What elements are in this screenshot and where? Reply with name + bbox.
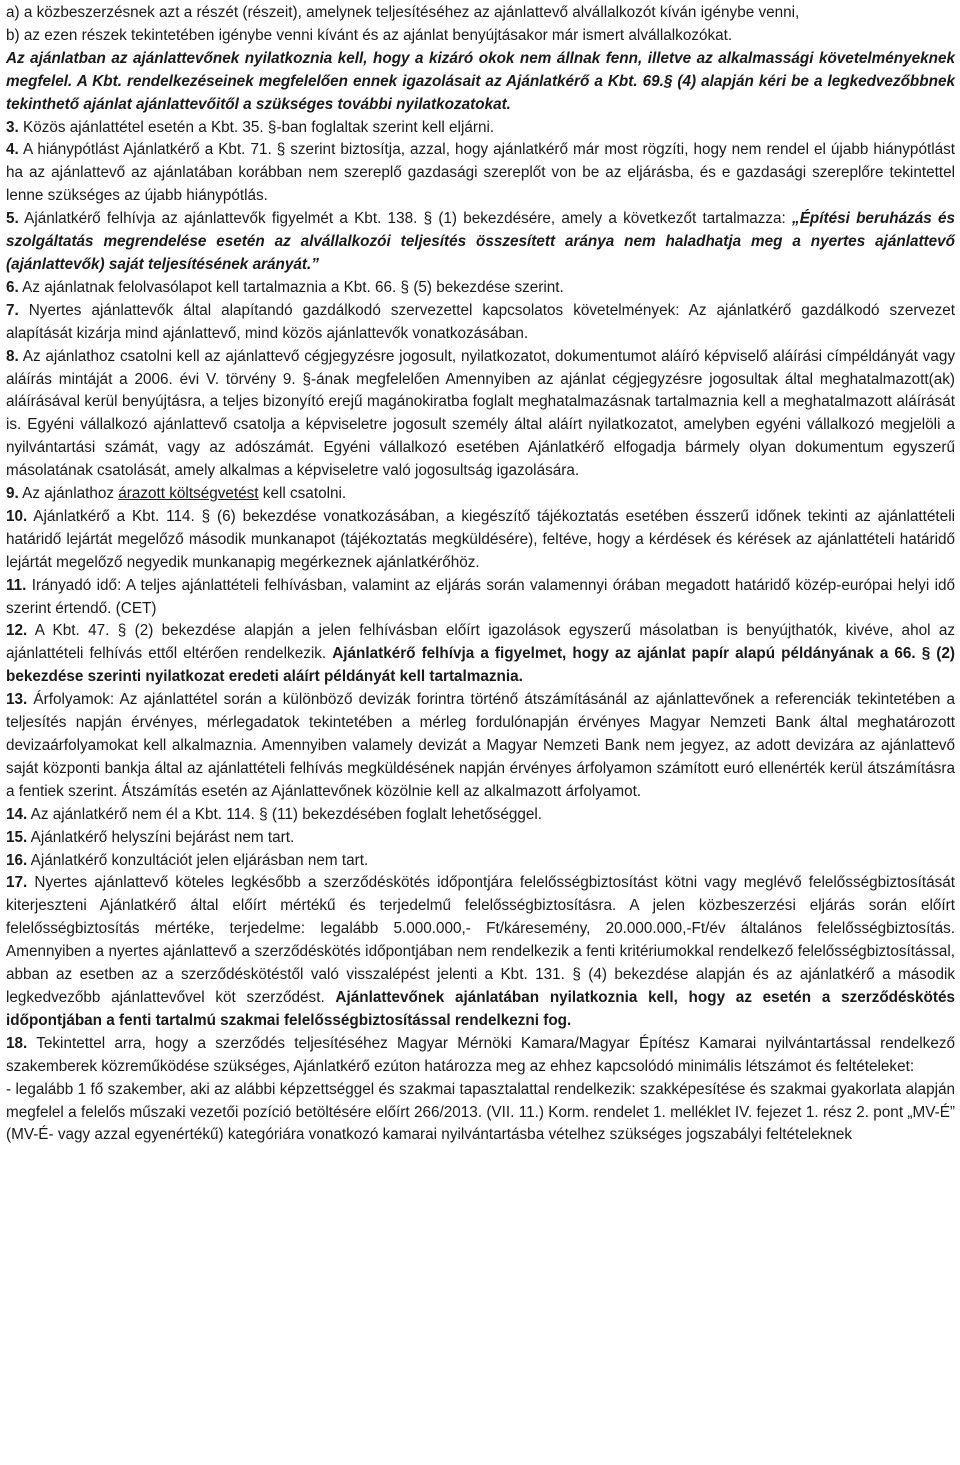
section-text: Ajánlatkérő felhívja az ajánlattevők figyelmét a Kbt. 138. § (1) bekezdésére, amely a következőt tartalmazza: <box>18 210 793 228</box>
section-16 <box>6 850 955 873</box>
section-text: A Kbt. 47. § (2) bekezdése alapján a jelen felhívásban előírt igazolások egyszerű másolatban is benyújthatók, kivéve, ahol az ajánlattételi felhívás ettől eltérően rendelkezik. <box>6 622 955 663</box>
section-13 <box>6 689 955 804</box>
section-number: 15. <box>6 828 28 846</box>
section-number: 13. <box>6 691 28 709</box>
section-number: 8. <box>6 347 19 365</box>
section-14 <box>6 804 955 827</box>
section-text: Irányadó idő: A teljes ajánlattételi felhívásban, valamint az eljárás során valamennyi órában megadott határidő közép-európai helyi idő szerint értendő. (CET) <box>6 576 955 617</box>
section-12-bold: Ajánlatkérő felhívja a figyelmet, hogy az ajánlat papír alapú példányának a 66. § (2) bekezdése szerinti nyilatkozat eredeti aláírt példányát kell tartalmaznia. <box>6 645 955 686</box>
section-18 <box>6 1033 955 1079</box>
section-5 <box>6 208 955 277</box>
section-number: 6. <box>6 278 19 296</box>
section-number: 18. <box>6 1034 28 1052</box>
section-text: Ajánlatkérő a Kbt. 114. § (6) bekezdése vonatkozásában, a kiegészítő tájékoztatás esetében ésszerű időnek tekinti az ajánlattételi határidő lejártát megelőző második munkanapot (tájékoztatás megküldésére), feltéve, hogy a kérdések és kérések az ajánlattételi határidő lejártát megelőző negyedik munkanapig megérkeznek ajánlatkérőhöz. <box>6 507 955 571</box>
section-number: 17. <box>6 874 28 892</box>
section-number: 9. <box>6 485 19 503</box>
section-15 <box>6 827 955 850</box>
section-text: Az ajánlathoz csatolni kell az ajánlattevő cégjegyzésre jogosult, nyilatkozatot, dokumentumot aláíró képviselő aláírási címpéldányát vagy aláírás mintáját a 2006. évi V. törvény 9. §-ának megfelelően Amennyiben az ajánlat cégjegyzésre jogosultak által meghatalmazott(ak) aláírásával kerül benyújtásra, a teljes bizonyító erejű magánokiratba foglalt meghatalmazásnak tartalmaznia kell a meghatalmazott aláírását is. Egyéni vállalkozó ajánlattevő csatolja a képviseletre jogosult személy által aláírt nyilatkozatot, amelyben egyéni vállalkozó megjelöli a nyilvántartási számát, vagy az adószámát. Egyéni vállalkozó esetében Ajánlatkérő elfogadja bármely olyan dokumentum egyszerű másolatának csatolását, amely alkalmas a képviseletre való jogosultság igazolására. <box>6 347 955 480</box>
section-4 <box>6 139 955 208</box>
declaration-bold-italic: rendelkezéseinek megfelelően ennek igazolásait az Ajánlatkérő a Kbt. 69.§ (4) alapján kéri be a legkedvezőbbnek tekinthető ajánlat ajánlattevőitől a szükséges további nyilatkozatokat. <box>6 72 955 113</box>
section-number: 14. <box>6 805 28 823</box>
section-number: 4. <box>6 141 19 159</box>
section-number: 10. <box>6 507 28 525</box>
section-number: 3. <box>6 118 19 136</box>
section-text: Az ajánlathoz <box>18 485 119 503</box>
section-11 <box>6 575 955 621</box>
section-9-underlined: árazott költségvetést <box>118 485 259 503</box>
section-7 <box>6 300 955 346</box>
section-9 <box>6 483 955 506</box>
requirement-bullet: - legalább 1 fő szakember, aki az alábbi képzettséggel és szakmai tapasztalattal rendelkezik: szakképesítése és szakmai gyakorlata alapján megfelel a felelős műszaki vezetői pozíció betöltésére előírt 266/2013. (VII. 11.) Korm. rendelet 1. melléklet IV. fejezet 1. rész 2. pont „MV-É” (MV-É- vagy azzal egyenértékű) kategóriára vonatkozó kamarai nyilvántartásba vételhez szükséges jogszabályi feltételeknek <box>6 1080 955 1144</box>
section-text: A hiánypótlást Ajánlatkérő a Kbt. 71. § szerint biztosítja, azzal, hogy ajánlatkérő már most rögzíti, hogy nem rendel el újabb hiánypótlást ha az ajánlattevő az ajánlatában korábban nem szereplő gazdasági szereplőt von be az eljárásba, és e gazdasági szereplőre tekintettel lenne szükséges az újabb hiánypótlás. <box>6 141 955 205</box>
section-number: 16. <box>6 851 28 869</box>
section-number: 12. <box>6 622 28 640</box>
declaration-paragraph <box>6 48 955 117</box>
section-text: Az ajánlatkérő nem él a Kbt. 114. § (11) bekezdésében foglalt lehetőséggel. <box>27 805 543 823</box>
section-text: Az ajánlatnak felolvasólapot kell tartalmaznia a Kbt. 66. § (5) bekezdése szerint. <box>18 278 564 296</box>
section-text: Nyertes ajánlattevők által alapítandó gazdálkodó szervezettel kapcsolatos követelmények: Az ajánlatkérő gazdálkodó szervezet alapítását kizárja mind ajánlattevő, mind közös ajánlattevők vonatkozásában. <box>6 301 955 342</box>
section-text-tail: kell csatolni. <box>258 485 347 503</box>
section-number: 7. <box>6 301 19 319</box>
section-5-quote: „Építési beruházás és szolgáltatás megrendelése esetén az alvállalkozói teljesítés összesített aránya nem haladhatja meg a nyertes ajánlattevő (ajánlattevők) saját teljesítésének arányát.” <box>6 210 956 273</box>
declaration-italic: Az ajánlatban az ajánlattevőnek nyilatkoznia kell, hogy a kizáró okok nem állnak fenn, illetve az alkalmassági követelményeknek megfelel. A Kbt. <box>6 49 955 90</box>
section-number: 5. <box>6 210 19 228</box>
section-3 <box>6 117 955 140</box>
item-a: a) a közbeszerzésnek azt a részét (részeit), amelynek teljesítéséhez az ajánlattevő alvállalkozót kíván igénybe venni, <box>6 4 800 21</box>
section-text: Ajánlatkérő helyszíni bejárást nem tart. <box>27 828 295 846</box>
item-b: b) az ezen részek tekintetében igénybe venni kívánt és az ajánlat benyújtásakor már ismert alvállalkozókat. <box>6 26 733 44</box>
section-6 <box>6 277 955 300</box>
section-text: Közös ajánlattétel esetén a Kbt. 35. §-ban foglaltak szerint kell eljárni. <box>18 118 495 136</box>
section-10 <box>6 506 955 575</box>
section-number: 11. <box>6 576 27 594</box>
section-17 <box>6 872 955 1032</box>
section-text: Ajánlatkérő konzultációt jelen eljárásban nem tart. <box>27 851 369 869</box>
section-text: Tekintettel arra, hogy a szerződés teljesítéséhez Magyar Mérnöki Kamara/Magyar Építész Kamarai nyilvántartással rendelkező szakemberek közreműködése szükséges, Ajánlatkérő ezúton határozza meg az ehhez kapcsolódó minimális létszámot és feltételeket: <box>6 1034 955 1075</box>
section-text: Árfolyamok: Az ajánlattétel során a különböző devizák forintra történő átszámításánál az ajánlattevőnek a referenciák tekintetében a teljesítés napján érvényes, mérlegadatok tekintetében a mérleg fordulónapján érvényes Magyar Nemzeti Bank által meghatározott devizaárfolyamokat kell alkalmaznia. Amennyiben valamely devizát a Magyar Nemzeti Bank nem jegyez, az adott devizára az ajánlattevő saját központi bankja által az ajánlattételi felhívás megküldésének napján érvényes árfolyamon számított euró ellenérték kerül átszámításra a fentiek szerint. Átszámítás esetén az Ajánlattevőnek közölnie kell az alkalmazott árfolyamot. <box>6 691 955 800</box>
section-8 <box>6 346 955 483</box>
section-17-bold: Ajánlattevőnek ajánlatában nyilatkoznia kell, hogy az esetén a szerződéskötés időpontjában a fenti tartalmú szakmai felelősségbiztosítással rendelkezni fog. <box>6 988 955 1029</box>
section-12 <box>6 620 955 689</box>
section-text: Nyertes ajánlattevő köteles legkésőbb a szerződéskötés időpontjára felelősségbiztosítást kötni vagy meglévő felelősségbiztosítását kiterjeszteni Ajánlatkérő által előírt mértékű és terjedelmű felelősségbiztosításra. A jelen közbeszerzési eljárás során előírt felelősségbiztosítás mértéke, terjedelme: legalább 5.000.000,- Ft/káresemény, 20.000.000,-Ft/év általános felelősségbiztosítás. Amennyiben a nyertes ajánlattevő a szerződéskötés időpontjában nem rendelkezik a fenti kritériumokkal rendelkező felelősségbiztosítással, abban az esetben az a szerződéskötéstől való visszalépést jelenti a Kbt. 131. § (4) bekezdése alapján és az ajánlatkérő a második legkedvezőbb ajánlattevővel köt szerződést. <box>6 874 955 1006</box>
